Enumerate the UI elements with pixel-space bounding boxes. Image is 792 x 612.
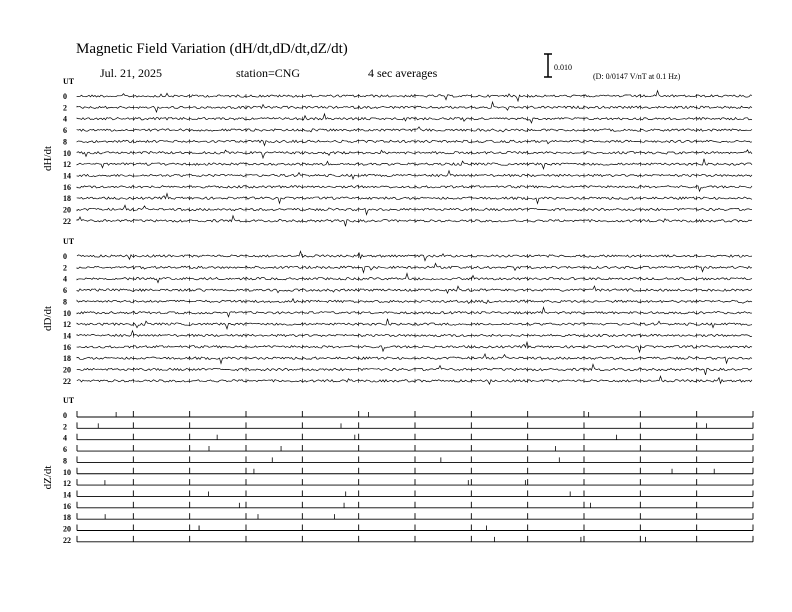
series-line <box>77 216 752 227</box>
scale-bar-label: 0.010 <box>554 63 572 72</box>
series-line <box>77 299 752 304</box>
row-tick-label: 18 <box>63 513 71 523</box>
row-tick-label: 10 <box>63 467 71 477</box>
y-axis-label: dZ/dt <box>42 465 54 490</box>
series-line <box>77 140 752 145</box>
panel-dzdt <box>42 396 753 545</box>
panel-dddt <box>42 237 752 386</box>
row-tick-label: 6 <box>63 126 67 136</box>
row-tick-label: 20 <box>63 205 71 215</box>
row-tick-label: 8 <box>63 297 67 307</box>
row-tick-label: 18 <box>63 194 71 204</box>
row-tick-label: 16 <box>63 342 71 352</box>
station-label: station=CNG <box>236 66 301 80</box>
row-tick-label: 6 <box>63 286 67 296</box>
row-tick-label: 12 <box>63 160 71 170</box>
series-line <box>77 251 752 260</box>
series-line <box>77 331 752 337</box>
series-line <box>77 307 752 316</box>
row-tick-label: 10 <box>63 148 71 158</box>
row-tick-label: 4 <box>63 114 67 124</box>
series-line <box>77 159 752 169</box>
averaging-label: 4 sec averages <box>368 66 438 80</box>
series-line <box>77 186 752 192</box>
series-line <box>77 319 752 329</box>
row-tick-label: 16 <box>63 501 71 511</box>
row-tick-label: 22 <box>63 376 71 386</box>
series-line <box>77 91 752 101</box>
y-axis-label: dD/dt <box>42 305 54 331</box>
series-line <box>77 205 752 214</box>
row-tick-label: 22 <box>63 216 71 226</box>
series-line <box>77 364 752 375</box>
series-line <box>77 354 752 364</box>
ut-axis-label: UT <box>63 396 75 405</box>
row-tick-label: 2 <box>63 422 67 432</box>
row-tick-label: 4 <box>63 433 67 443</box>
series-line <box>77 102 752 112</box>
series-line <box>77 286 752 293</box>
row-tick-label: 22 <box>63 535 71 545</box>
row-tick-label: 12 <box>63 320 71 330</box>
y-axis-label: dH/dt <box>42 145 54 171</box>
row-tick-label: 0 <box>63 92 67 101</box>
row-tick-label: 2 <box>63 103 67 113</box>
ut-axis-label: UT <box>63 237 75 246</box>
row-tick-label: 10 <box>63 308 71 318</box>
row-tick-label: 0 <box>63 252 67 261</box>
ut-axis-label: UT <box>63 77 75 86</box>
series-line <box>77 150 752 158</box>
row-tick-label: 14 <box>63 331 71 341</box>
series-line <box>77 342 752 352</box>
row-tick-label: 14 <box>63 490 71 500</box>
row-tick-label: 16 <box>63 182 71 192</box>
series-line <box>77 114 752 123</box>
scale-bar <box>544 54 552 77</box>
row-tick-label: 4 <box>63 274 67 284</box>
row-tick-label: 6 <box>63 445 67 455</box>
row-tick-label: 8 <box>63 137 67 147</box>
row-tick-label: 14 <box>63 171 71 181</box>
series-line <box>77 127 752 132</box>
row-tick-label: 8 <box>63 456 67 466</box>
row-tick-label: 12 <box>63 479 71 489</box>
chart-title: Magnetic Field Variation (dH/dt,dD/dt,dZ/dt) <box>76 41 348 57</box>
row-tick-label: 20 <box>63 524 71 534</box>
row-tick-label: 20 <box>63 365 71 375</box>
row-tick-label: 2 <box>63 263 67 273</box>
panel-dhdt <box>42 77 752 226</box>
row-tick-label: 0 <box>63 411 67 420</box>
series-line <box>77 263 752 272</box>
scale-note: (D: 0/0147 V/nT at 0.1 Hz) <box>593 72 681 81</box>
date-label: Jul. 21, 2025 <box>100 66 163 80</box>
series-line <box>77 376 752 384</box>
panels <box>42 77 753 545</box>
series-line <box>77 193 752 203</box>
row-tick-label: 18 <box>63 354 71 364</box>
series-line <box>77 273 752 282</box>
series-line <box>77 171 752 179</box>
